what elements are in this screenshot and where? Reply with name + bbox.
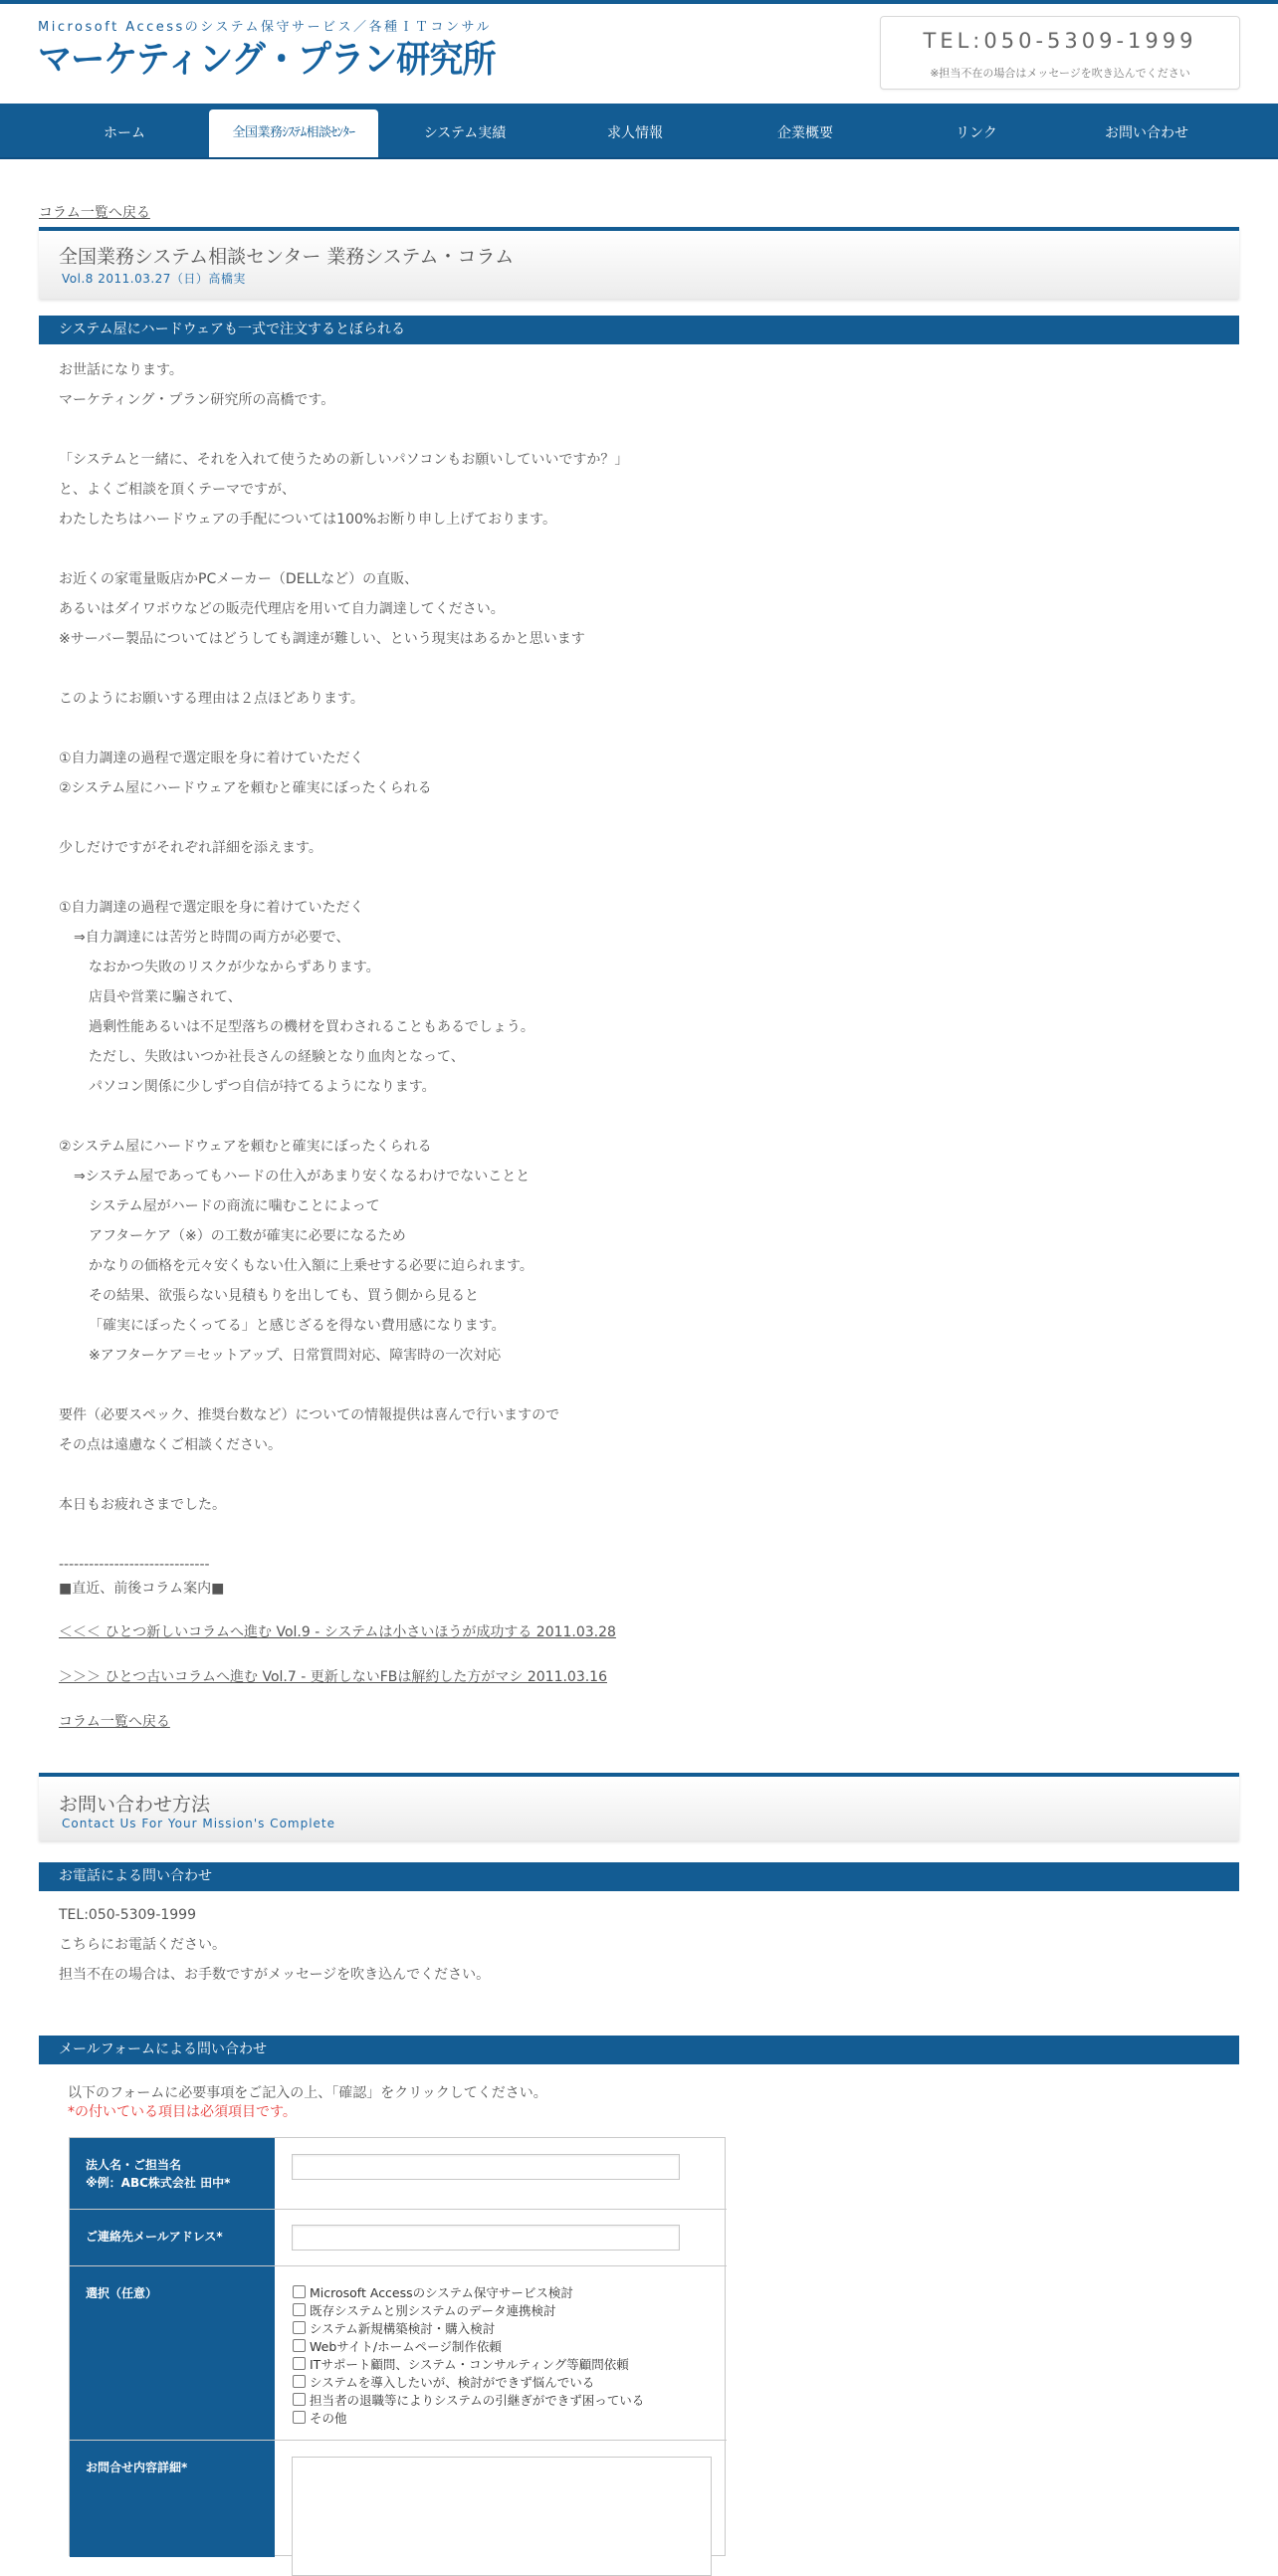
select-option[interactable] [293,2356,644,2374]
email-label: ご連絡先メールアドレス* [70,2210,275,2265]
column-line [59,1374,1233,1403]
column-line: アフターケア（※）の工数が確実に必要になるため [89,1228,406,1244]
column-line [59,717,1233,747]
column-line: パソコン関係に少しずつ自信が持てるようになります。 [89,1079,436,1095]
logo-name: マーケティング・プラン研究所 [38,38,496,81]
column-meta: Vol.8 2011.03.27（日）高橋実 [62,272,246,286]
select-option[interactable] [293,2374,644,2392]
column-line: 店員や営業に騙されて、 [89,989,242,1005]
name-label-line2: ※例：ABC株式会社 田中* [86,2176,231,2190]
column-line: 要件（必要スペック、推奨台数など）についての情報提供は喜んで行いますので [59,1407,560,1423]
column-line: その点は遠慮なくご相談ください。 [59,1437,282,1453]
option-label: ITサポート顧問、システム・コンサルティング等顧問依頼 [310,2357,629,2372]
column-line: その結果、欲張らない見積もりを出しても、買う側から見ると [89,1288,479,1304]
recent-columns-heading: ■直近、前後コラム案内■ [59,1581,225,1597]
phone-contact-heading: お電話による問い合わせ [39,1862,1239,1891]
column-line: ⇒自力調達には苦労と時間の両方が必要で、 [74,930,350,946]
column-line: ⇒システム屋であってもハードの仕入があまり安くなるわけでないことと [74,1169,531,1184]
main-navigation [0,104,1278,159]
option-label: システム新規構築検討・購入検討 [310,2321,496,2336]
next-column-link[interactable]: ＜＜＜ ひとつ新しいコラムへ進む Vol.9 - システムは小さいほうが成功する 2011.03.28 [59,1624,616,1640]
email-input[interactable] [292,2225,680,2251]
select-option[interactable] [293,2284,644,2302]
column-title: 全国業務システム相談センター 業務システム・コラム [59,246,515,268]
header-phone-note: ※担当不在の場合はメッセージを吹き込んでください [930,67,1190,80]
column-line: ------------------------------ [59,1557,210,1573]
column-line: ②システム屋にハードウェアを頼むと確実にぼったくられる [59,1139,432,1155]
logo-tagline: Microsoft Accessのシステム保守サービス／各種ＩＴコンサル [38,20,492,35]
select-option[interactable] [293,2320,644,2338]
contact-form [69,2137,726,2556]
checkbox[interactable] [293,2285,306,2298]
phone-line-tel: TEL:050-5309-1999 [59,1907,196,1923]
top-accent-bar [0,0,1278,4]
nav-contact[interactable]: お問い合わせ [1105,125,1188,141]
select-option[interactable] [293,2302,644,2320]
option-label: Microsoft Accessのシステム保守サービス検討 [310,2285,573,2300]
column-line: このようにお願いする理由は２点ほどあります。 [59,691,364,707]
select-option[interactable] [293,2338,644,2356]
option-label: 既存システムと別システムのデータ連携検討 [310,2303,556,2318]
checkbox[interactable] [293,2339,306,2352]
option-label: 担当者の退職等によりシステムの引継ぎができず困っている [310,2393,645,2408]
column-line [59,657,1233,687]
option-label: その他 [310,2411,347,2426]
form-row-name [70,2138,727,2210]
prev-column-link[interactable]: ＞＞＞ ひとつ古いコラムへ進む Vol.7 - 更新しないFBは解約した方がマシ 2011.03.16 [59,1669,607,1685]
column-line: お近くの家電量販店かPCメーカー（DELLなど）の直販、 [59,571,419,587]
column-line: マーケティング・プラン研究所の高橋です。 [59,392,335,408]
column-line [59,1523,1233,1553]
column-line: お世話になります。 [59,362,183,378]
form-row-detail [70,2441,727,2557]
column-line: ①自力調達の過程で選定眼を身に着けていただく [59,900,364,916]
column-line: 過剰性能あるいは不足型落ちの機材を買わされることもあるでしょう。 [89,1019,534,1035]
column-heading: システム屋にハードウェアも一式で注文するとぼられる [39,316,1239,344]
select-option[interactable] [293,2392,644,2410]
checkbox[interactable] [293,2393,306,2406]
required-fields-note: *の付いている項目は必須項目です。 [68,2104,297,2120]
column-line: 少しだけですがそれぞれ詳細を添えます。 [59,840,322,856]
checkbox[interactable] [293,2303,306,2316]
detail-label: お問合せ内容詳細* [70,2441,275,2557]
name-input[interactable] [292,2154,680,2180]
nav-home[interactable]: ホーム [104,125,145,141]
name-label-line1: 法人名・ご担当名 [86,2158,182,2172]
header-phone-number: TEL:050-5309-1999 [923,29,1197,53]
column-line: 「システムと一緒に、それを入れて使うための新しいパソコンもお願いしていいですか？」 [59,452,629,468]
mail-form-instructions: 以下のフォームに必要事項をご記入の上、「確認」をクリックしてください。 [68,2085,547,2101]
mail-contact-heading: メールフォームによる問い合わせ [39,2036,1239,2064]
column-line [59,1105,1233,1135]
column-line: システム屋がハードの商流に噛むことによって [89,1198,380,1214]
form-row-email [70,2210,727,2266]
nav-system-results[interactable]: システム実績 [423,125,507,141]
option-label: Webサイト/ホームページ制作依頼 [310,2339,502,2354]
header-phone-box [880,16,1240,90]
contact-title-box [39,1773,1239,1840]
nav-company[interactable]: 企業概要 [777,125,833,141]
column-body [59,358,1233,1583]
column-line [59,1463,1233,1493]
column-line: と、よくご相談を頂くテーマですが、 [59,482,296,498]
checkbox[interactable] [293,2411,306,2424]
phone-line-call: こちらにお電話ください。 [59,1937,226,1953]
detail-textarea[interactable] [292,2457,712,2576]
column-line: かなりの価格を元々安くもない仕入額に上乗せする必要に迫られます。 [89,1258,533,1274]
column-line: ただし、失敗はいつか社長さんの経験となり血肉となって、 [89,1049,465,1065]
column-line: わたしたちはハードウェアの手配については100%お断り申し上げております。 [59,512,557,528]
checkbox[interactable] [293,2357,306,2370]
mail-form-intro [68,2084,547,2122]
column-line [59,418,1233,448]
contact-title: お問い合わせ方法 [59,1794,211,1816]
name-label [70,2138,275,2209]
column-line: あるいはダイワボウなどの販売代理店を用いて自力調達してください。 [59,601,505,617]
column-line [59,537,1233,567]
select-option[interactable] [293,2410,644,2428]
nav-jobs[interactable]: 求人情報 [607,125,663,141]
nav-consult-center[interactable]: 全国業務ｼｽﾃﾑ相談ｾﾝﾀｰ [209,109,378,157]
column-line: ②システム屋にハードウェアを頼むと確実にぼったくられる [59,780,432,796]
column-line [59,866,1233,896]
column-line: 本日もお疲れさまでした。 [59,1497,226,1513]
column-line: ①自力調達の過程で選定眼を身に着けていただく [59,751,364,766]
site-logo[interactable] [38,20,496,90]
form-row-select [70,2266,727,2441]
back-to-column-list-bottom[interactable]: コラム一覧へ戻る [59,1714,170,1730]
column-line: 「確実にぼったくってる」と感じざるを得ない費用感になります。 [89,1318,506,1334]
phone-contact-text [59,1903,490,1993]
select-label: 選択（任意） [70,2266,275,2440]
back-to-column-list-top[interactable]: コラム一覧へ戻る [39,205,150,221]
column-title-box [39,227,1239,299]
select-options [293,2284,644,2428]
column-line: ※サーバー製品についてはどうしても調達が難しい、という現実はあるかと思います [59,631,585,647]
checkbox[interactable] [293,2321,306,2334]
nav-links[interactable]: リンク [956,125,997,141]
contact-subtitle: Contact Us For Your Mission's Complete [62,1817,336,1830]
option-label: システムを導入したいが、検討ができず悩んでいる [310,2375,595,2390]
phone-line-absent: 担当不在の場合は、お手数ですがメッセージを吹き込んでください。 [59,1967,491,1983]
column-line: ※アフターケア＝セットアップ、日常質問対応、障害時の一次対応 [89,1348,502,1364]
checkbox[interactable] [293,2375,306,2388]
column-line: なおかつ失敗のリスクが少なからずあります。 [89,960,380,975]
column-line [59,806,1233,836]
